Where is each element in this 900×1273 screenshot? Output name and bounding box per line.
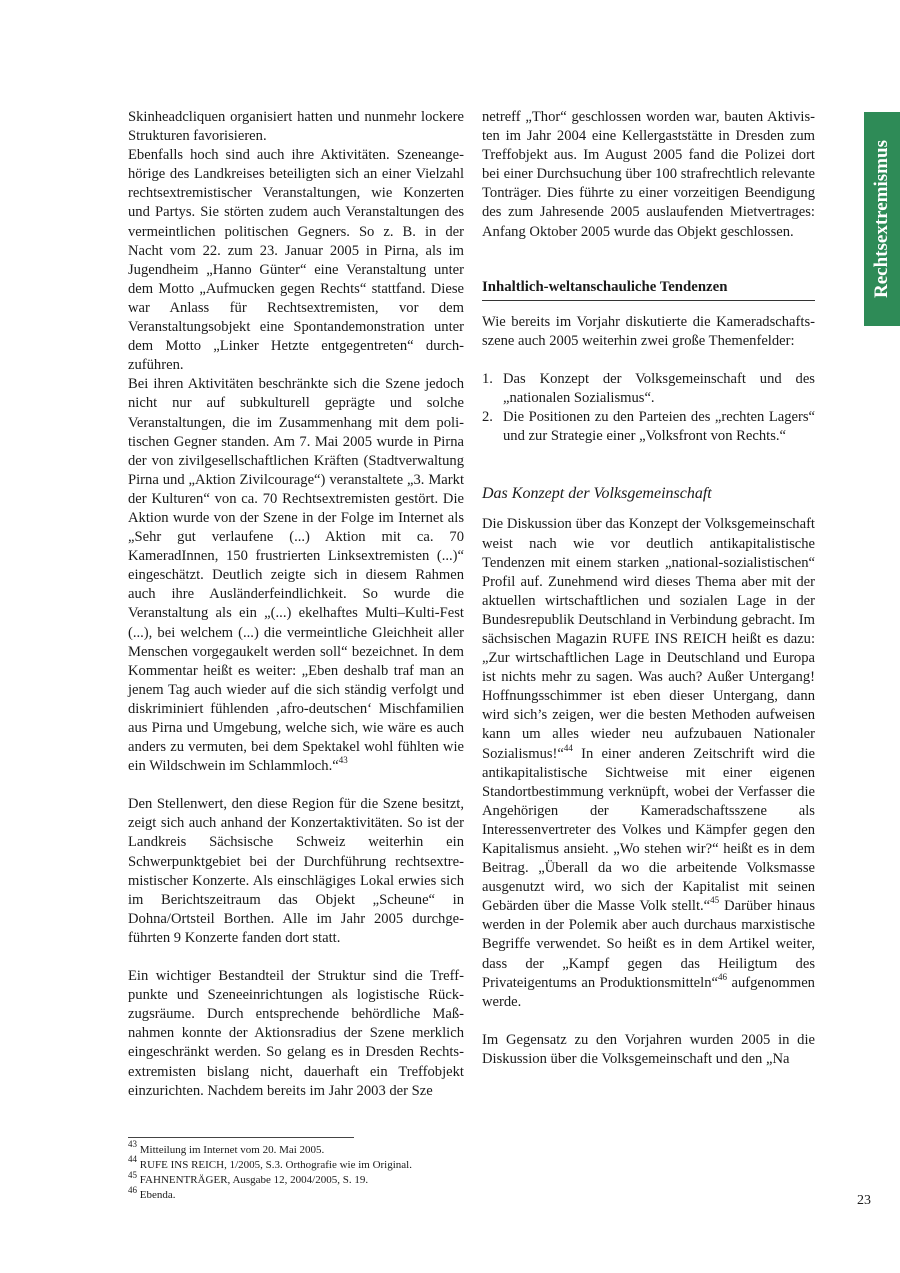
subsection-heading: Das Konzept der Volksgemeinschaft [482, 485, 712, 503]
footnote-ref: 43 [338, 755, 348, 766]
paragraph: Ebenfalls hoch sind auch ihre Aktivitäten. Szeneangehörige des Landkreises beteiligten sich an einer Vielzahl rechtsextremistischer Veranstaltungen, wie Konzerten und Partys. Sie störten zudem auch Veranstaltungen des vermeintlichen politischen Gegners. So z. B. in der Nacht vom 22. zum 23. Januar 2005 in Pirna, als im Jugendheim „Hanno Günter“ eine Veranstaltung unter dem Motto „Aufmucken gegen Rechts“ stattfand. Diese war Anlass für Rechtsextremisten, vor dem Veranstaltungsobjekt eine Spontandemonstration unter dem Motto „Linker Hetzte entgegentreten“ durchzuführen. [128, 147, 464, 374]
paragraph: Skinheadcliquen organisiert hatten und nunmehr lockere Strukturen favorisieren. [128, 109, 464, 145]
footnote-number: 46 [128, 1184, 137, 1195]
paragraph [128, 375, 464, 776]
paragraph: Wie bereits im Vorjahr diskutierte die Kameradschaftsszene auch 2005 weiterhin zwei große Themenfelder: [482, 313, 815, 349]
paragraph-text: Darüber hinaus werden in der Polemik aber auch durchaus marxistische Begriffe verwendet. So heißt es in dem Artikel weiter, dass der „Kampf gegen das Heiligtum des Privateigentums an Produktionsmitteln“ [482, 898, 815, 991]
page-number: 23 [857, 1193, 871, 1208]
list-item [482, 408, 815, 446]
list-number: 2. [482, 409, 493, 426]
footnote-text: Ebenda. [137, 1189, 176, 1202]
footnote-ref: 46 [718, 971, 727, 982]
paragraph-text: aufgenommen werde. [482, 974, 815, 1010]
footnote-text: RUFE INS REICH, 1/2005, S.3. Orthografie wie im Original. [137, 1159, 412, 1172]
list-text: Die Positionen zu den Parteien des „rechten Lagers“ und zur Strategie einer „Volksfront von Rechts.“ [503, 409, 815, 445]
paragraph-text: Bei ihren Aktivitäten beschränkte sich die Szene jedoch nicht nur auf subkulturell geprägte und solche Veranstaltungen, die im Zusammenhang mit dem politischen Gegner standen. Am 7. Mai 2005 wurde in Pirna der von zivilgesellschaftlichen Kräften (Stadtverwaltung Pirna und „Aktion Zivilcourage“) veranstaltete „3. Markt der Kulturen“ von ca. 70 Rechtsextremisten gestört. Die Aktion wurde von der Szene in der Folge im Internet als „Sehr gut verlaufene (...) Aktion mit ca. 70 KameradInnen, 150 frustrierten Linksextremisten (...)“ eingeschätzt. Deutlich zeigte sich in diesem Rahmen auch ihre Ausländerfeindlichkeit. So wurde die Veranstaltung als ein „(...) ekelhaftes Multi–Kulti-Fest (...), bei welchem (...) die vermeintliche Gleichheit aller Menschen vorgegaukelt werden soll“ bezeichnet. In dem Kommentar heißt es weiter: „Eben deshalb traf man an jenem Tag auch wieder auf die sich ständig verfolgt und diskriminiert fühlenden ‚afro-deutschen‘ Mischfamilien aus Pirna und Umgebung, welche sich, wie wäre es auch anders zu vermuten, bei dem Spektakel wohl fühlten wie ein Wildschwein im Schlammloch.“ [128, 376, 464, 775]
section-tab [864, 112, 900, 326]
footnote-ref: 45 [710, 895, 720, 906]
footnote-number: 44 [128, 1154, 137, 1165]
paragraph: Ein wichtiger Bestandteil der Struktur sind die Treffpunkte und Szeneeinrichtungen als logistische Rückzugsräume. Durch entsprechende behördliche Maßnahmen konnte der Aktionsradius der Szene merklich eingeschränkt werden. So gelang es in Dresden Rechtsextremisten bislang nicht, dauerhaft ein Treffobjekt einzurichten. Nachdem bereits im Jahr 2003 der Sze [128, 968, 464, 1099]
paragraph: netreff „Thor“ geschlossen worden war, bauten Aktivisten im Jahr 2004 eine Kellergaststätte in Dresden zum Treffobjekt aus. Im August 2005 fand die Polizei dort bei einer Durchsuchung über 100 strafrechtlich relevante Tonträger. Dies führte zu einer vorzeitigen Beendigung des zum Jahresende 2005 auslaufenden Mietvertrages: Anfang Oktober 2005 wurde das Objekt geschlossen. [482, 109, 815, 240]
footnote-number: 45 [128, 1169, 137, 1180]
footnote-text: Mitteilung im Internet vom 20. Mai 2005. [137, 1144, 325, 1156]
paragraph-text: In einer anderen Zeitschrift wird die antikapitalistische Sichtweise mit einer eigenen Standortbestimmung verknüpft, wobei der Verfasser die Angehörigen der Kameradschaftsszene als Interessenvertreter des Volkes und Kämpfer gegen den Kapitalismus ansieht. „Wo stehen wir?“ heißt es in dem Beitrag. „Überall da wo die arbeitende Volksmasse ausgenutzt wird, wo sich der Kapitalist mit seinen Gebärden über die Masse Volk stellt.“ [482, 745, 815, 915]
section-tab-label: Rechtsextremismus [871, 140, 893, 298]
paragraph-text: Die Diskussion über das Konzept der Volksgemeinschaft weist nach wie vor deutlich antikapitalistische Tendenzen mit einem starken „national-sozialistischen“ Profil auf. Zunehmend wird dieses Thema aber mit der aktuellen wirtschaftlichen und sozialen Lage in der Bundesrepublik Deutschland in Verbindung gebracht. Im sächsischen Magazin RUFE INS REICH heißt es dazu: „Zur wirtschaftlichen Lage in Deutschland und Europa ist nichts mehr zu sagen. Was auch? Außer Untergang! Hoffnungsschimmer ist eben dieser Untergang, dann wird sich’s zeigen, wer die besten Methoden aufweisen kann um alles wieder neu aufzubauen Nationaler Sozialismus!“ [482, 516, 815, 762]
right-column [482, 108, 815, 1069]
footnote-number: 43 [128, 1139, 137, 1150]
footnote [128, 1154, 528, 1173]
footnote-text: FAHNENTRÄGER, Ausgabe 12, 2004/2005, S. 19. [137, 1174, 369, 1187]
topic-list [482, 370, 815, 446]
list-text: Das Konzept der Volksgemeinschaft und des „nationalen Sozialismus“. [503, 370, 815, 407]
footnote [128, 1169, 528, 1188]
list-item [482, 370, 815, 408]
paragraph: Im Gegensatz zu den Vorjahren wurden 2005 in die Diskussion über die Volksgemeinschaft und den „Na [482, 1031, 815, 1067]
footnote-divider [128, 1137, 354, 1138]
list-number: 1. [482, 370, 493, 387]
footnote [128, 1139, 528, 1158]
footnotes [128, 1139, 528, 1203]
paragraph [482, 515, 815, 1011]
section-heading: Inhaltlich-weltanschauliche Tendenzen [482, 278, 815, 301]
footnote-ref: 44 [563, 742, 573, 753]
footnote [128, 1184, 528, 1203]
paragraph: Den Stellenwert, den diese Region für die Szene besitzt, zeigt sich auch anhand der Konzertaktivitäten. So ist der Landkreis Sächsische Schweiz weiterhin ein Schwerpunktgebiet bei der Durchführung rechtsextremistischer Konzerte. Als einschlägiges Lokal erwies sich im Berichtszeitraum das Objekt „Scheune“ in Dohna/Ortsteil Borthen. Alle im Jahr 2005 durchgeführten 9 Konzerte fanden dort statt. [128, 796, 464, 946]
left-column [128, 108, 464, 1101]
